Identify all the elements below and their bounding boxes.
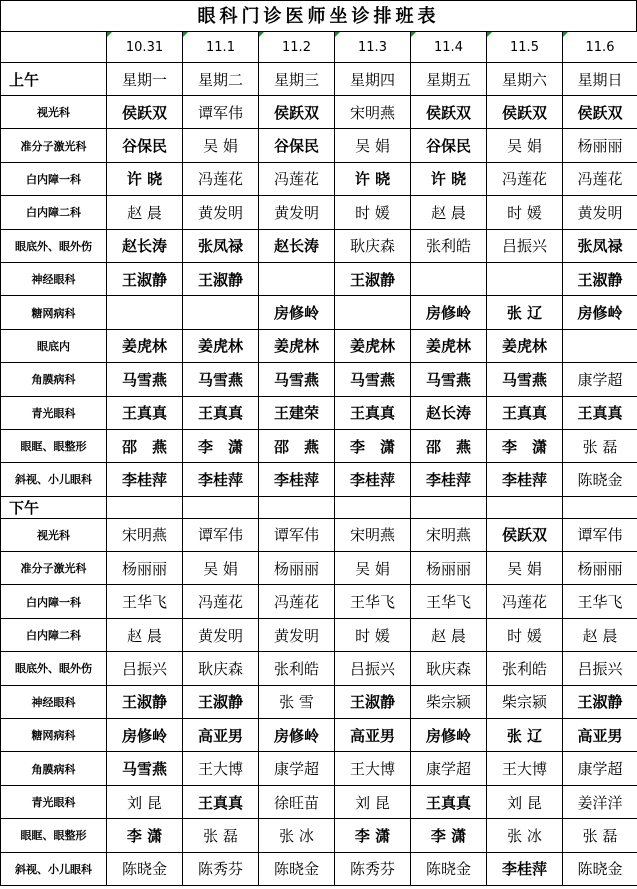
doctor-cell: 高亚男 [183,719,259,752]
doctor-cell: 谭军伟 [563,518,637,551]
doctor-cell: 王大博 [487,752,563,785]
doctor-cell: 刘 昆 [487,785,563,818]
doctor-cell: 王淑静 [335,262,411,295]
doctor-cell: 宋明燕 [335,96,411,129]
weekday-cell [487,496,563,518]
doctor-cell: 王大博 [183,752,259,785]
doctor-cell: 张 冰 [487,819,563,852]
doctor-cell: 吴 娟 [183,552,259,585]
doctor-cell: 姜洋洋 [563,785,637,818]
doctor-cell: 王华飞 [411,585,487,618]
dept-label: 准分子激光科 [1,552,107,585]
date-cell: 11.3 [335,32,411,63]
doctor-cell: 李桂萍 [183,463,259,496]
doctor-cell: 杨丽丽 [411,552,487,585]
doctor-cell [411,262,487,295]
doctor-cell: 高亚男 [563,719,637,752]
doctor-cell: 冯莲花 [563,162,637,195]
doctor-cell: 王淑静 [107,685,183,718]
doctor-cell: 吕振兴 [107,652,183,685]
doctor-cell: 姜虎林 [335,329,411,362]
doctor-cell: 马雪燕 [107,752,183,785]
doctor-cell: 耿庆森 [411,652,487,685]
doctor-cell: 姜虎林 [183,329,259,362]
dept-label: 白内障一科 [1,162,107,195]
table-row [1,229,637,262]
doctor-cell: 王淑静 [183,262,259,295]
doctor-cell: 姜虎林 [411,329,487,362]
dept-label: 神经眼科 [1,262,107,295]
table-row [1,162,637,195]
weekday-cell [411,496,487,518]
doctor-cell: 李桂萍 [335,463,411,496]
doctor-cell: 房修岭 [411,719,487,752]
doctor-cell: 陈晓金 [259,852,335,885]
doctor-cell [563,329,637,362]
table-row [1,429,637,462]
page-title: 眼科门诊医师坐诊排班表 [0,0,637,32]
doctor-cell: 谷保民 [259,129,335,162]
dept-label: 准分子激光科 [1,129,107,162]
doctor-cell: 姜虎林 [259,329,335,362]
doctor-cell: 刘 昆 [335,785,411,818]
date-cell: 11.1 [183,32,259,63]
weekday-cell [563,496,637,518]
doctor-cell: 吴 娟 [487,552,563,585]
doctor-cell: 赵 晨 [107,618,183,651]
table-row [1,296,637,329]
dept-label: 眼眶、眼整形 [1,819,107,852]
doctor-cell: 徐旺苗 [259,785,335,818]
table-row [1,196,637,229]
doctor-cell: 陈秀芬 [335,852,411,885]
weekday-cell: 星期六 [487,63,563,96]
weekday-cell [183,496,259,518]
doctor-cell: 姜虎林 [487,329,563,362]
dept-label: 视光科 [1,96,107,129]
doctor-cell: 宋明燕 [107,518,183,551]
doctor-cell: 耿庆森 [335,229,411,262]
doctor-cell: 房修岭 [259,296,335,329]
doctor-cell: 李桂萍 [411,463,487,496]
doctor-cell: 杨丽丽 [107,552,183,585]
table-row [1,585,637,618]
doctor-cell: 黄发明 [259,618,335,651]
doctor-cell: 康学超 [563,752,637,785]
doctor-cell: 时 媛 [487,618,563,651]
doctor-cell: 房修岭 [107,719,183,752]
weekday-cell: 星期五 [411,63,487,96]
doctor-cell: 杨丽丽 [563,552,637,585]
dept-label: 角膜病科 [1,363,107,396]
doctor-cell: 侯跃双 [411,96,487,129]
dept-label: 神经眼科 [1,685,107,718]
doctor-cell: 张利皓 [259,652,335,685]
doctor-cell: 马雪燕 [335,363,411,396]
doctor-cell: 张 磊 [563,429,637,462]
doctor-cell: 柴宗颍 [411,685,487,718]
doctor-cell: 时 媛 [335,618,411,651]
doctor-cell: 李 潇 [411,819,487,852]
date-cell: 11.6 [563,32,637,63]
section-row [1,496,637,518]
doctor-cell: 李 潇 [335,429,411,462]
dept-label: 斜视、小儿眼科 [1,463,107,496]
doctor-cell: 邵 燕 [259,429,335,462]
dept-label: 青光眼科 [1,396,107,429]
date-cell: 10.31 [107,32,183,63]
dept-label: 角膜病科 [1,752,107,785]
doctor-cell: 时 媛 [487,196,563,229]
doctor-cell [107,296,183,329]
doctor-cell: 吴 娟 [487,129,563,162]
dept-label: 青光眼科 [1,785,107,818]
doctor-cell: 赵长涛 [107,229,183,262]
doctor-cell: 陈晓金 [411,852,487,885]
doctor-cell: 谷保民 [411,129,487,162]
doctor-cell: 谭军伟 [183,96,259,129]
doctor-cell: 吴 娟 [183,129,259,162]
doctor-cell: 侯跃双 [563,96,637,129]
doctor-cell: 康学超 [563,363,637,396]
dept-label: 白内障一科 [1,585,107,618]
doctor-cell: 吕振兴 [487,229,563,262]
doctor-cell: 李桂萍 [487,852,563,885]
doctor-cell: 王华飞 [107,585,183,618]
doctor-cell: 许 晓 [335,162,411,195]
dept-label: 白内障二科 [1,196,107,229]
table-row [1,129,637,162]
doctor-cell: 王淑静 [107,262,183,295]
doctor-cell: 王真真 [487,396,563,429]
doctor-cell: 杨丽丽 [259,552,335,585]
doctor-cell: 黄发明 [183,618,259,651]
dept-label: 眼底外、眼外伤 [1,229,107,262]
doctor-cell: 王淑静 [563,685,637,718]
doctor-cell: 王大博 [335,752,411,785]
doctor-cell: 陈晓金 [563,852,637,885]
doctor-cell: 谷保民 [107,129,183,162]
doctor-cell: 赵 晨 [563,618,637,651]
doctor-cell: 黄发明 [259,196,335,229]
weekday-cell [107,496,183,518]
dept-label: 糖网病科 [1,296,107,329]
table-row [1,329,637,362]
doctor-cell: 冯莲花 [487,585,563,618]
doctor-cell: 谭军伟 [259,518,335,551]
doctor-cell: 高亚男 [335,719,411,752]
table-row [1,618,637,651]
doctor-cell: 赵长涛 [411,396,487,429]
doctor-cell: 康学超 [259,752,335,785]
doctor-cell: 李桂萍 [107,463,183,496]
doctor-cell: 李桂萍 [487,463,563,496]
dept-label: 斜视、小儿眼科 [1,852,107,885]
dept-label: 眼眶、眼整形 [1,429,107,462]
doctor-cell: 马雪燕 [107,363,183,396]
doctor-cell: 柴宗颍 [487,685,563,718]
doctor-cell: 侯跃双 [107,96,183,129]
doctor-cell: 王淑静 [335,685,411,718]
doctor-cell: 赵长涛 [259,229,335,262]
doctor-cell: 李 潇 [183,429,259,462]
doctor-cell: 房修岭 [563,296,637,329]
doctor-cell: 王华飞 [563,585,637,618]
table-row [1,852,637,885]
doctor-cell: 张 磊 [183,819,259,852]
table-row [1,752,637,785]
dept-label: 视光科 [1,518,107,551]
doctor-cell: 马雪燕 [259,363,335,396]
dept-label: 糖网病科 [1,719,107,752]
doctor-cell: 陈秀芬 [183,852,259,885]
doctor-cell: 吕振兴 [563,652,637,685]
table-row [1,819,637,852]
weekday-cell: 星期日 [563,63,637,96]
table-row [1,463,637,496]
doctor-cell: 李桂萍 [259,463,335,496]
doctor-cell: 侯跃双 [487,96,563,129]
doctor-cell: 黄发明 [563,196,637,229]
doctor-cell: 谭军伟 [183,518,259,551]
doctor-cell: 张 冰 [259,819,335,852]
table-row [1,652,637,685]
doctor-cell: 时 媛 [335,196,411,229]
doctor-cell: 赵 晨 [107,196,183,229]
doctor-cell: 王淑静 [183,685,259,718]
doctor-cell: 王真真 [411,785,487,818]
doctor-cell: 李 潇 [335,819,411,852]
doctor-cell: 张 雪 [259,685,335,718]
doctor-cell: 赵 晨 [411,618,487,651]
doctor-cell: 许 晓 [107,162,183,195]
doctor-cell: 王建荣 [259,396,335,429]
doctor-cell: 冯莲花 [259,162,335,195]
doctor-cell: 王真真 [563,396,637,429]
doctor-cell: 张利皓 [487,652,563,685]
doctor-cell: 冯莲花 [183,585,259,618]
table-row [1,685,637,718]
section-label: 下午 [1,496,107,518]
date-cell: 11.5 [487,32,563,63]
doctor-cell [259,262,335,295]
table-row [1,96,637,129]
doctor-cell: 陈晓金 [563,463,637,496]
doctor-cell: 房修岭 [411,296,487,329]
doctor-cell: 马雪燕 [183,363,259,396]
table-row [1,363,637,396]
doctor-cell: 王真真 [335,396,411,429]
date-cell: 11.4 [411,32,487,63]
doctor-cell: 王华飞 [335,585,411,618]
doctor-cell: 黄发明 [183,196,259,229]
doctor-cell: 王真真 [183,785,259,818]
weekday-cell [335,496,411,518]
table-row [1,552,637,585]
doctor-cell: 许 晓 [411,162,487,195]
doctor-cell: 姜虎林 [107,329,183,362]
doctor-cell: 张凤禄 [563,229,637,262]
schedule-table [0,31,637,886]
doctor-cell: 冯莲花 [183,162,259,195]
date-cell: 11.2 [259,32,335,63]
weekday-cell: 星期二 [183,63,259,96]
table-row [1,785,637,818]
weekday-cell: 星期三 [259,63,335,96]
doctor-cell: 张 辽 [487,296,563,329]
table-row [1,719,637,752]
doctor-cell: 邵 燕 [411,429,487,462]
doctor-cell: 陈晓金 [107,852,183,885]
doctor-cell: 耿庆森 [183,652,259,685]
doctor-cell: 房修岭 [259,719,335,752]
weekday-cell [259,496,335,518]
doctor-cell: 张 磊 [563,819,637,852]
doctor-cell: 王真真 [183,396,259,429]
doctor-cell: 冯莲花 [259,585,335,618]
weekday-cell: 星期四 [335,63,411,96]
doctor-cell: 宋明燕 [335,518,411,551]
dept-label: 白内障二科 [1,618,107,651]
table-row [1,262,637,295]
doctor-cell: 李 潇 [487,429,563,462]
doctor-cell: 杨丽丽 [563,129,637,162]
doctor-cell: 邵 燕 [107,429,183,462]
section-row [1,63,637,96]
doctor-cell: 李 潇 [107,819,183,852]
weekday-cell: 星期一 [107,63,183,96]
doctor-cell: 宋明燕 [411,518,487,551]
doctor-cell: 吕振兴 [335,652,411,685]
date-row [1,32,637,63]
doctor-cell: 马雪燕 [411,363,487,396]
doctor-cell: 王真真 [107,396,183,429]
doctor-cell [335,296,411,329]
doctor-cell: 张凤禄 [183,229,259,262]
doctor-cell [487,262,563,295]
doctor-cell: 冯莲花 [487,162,563,195]
doctor-cell: 赵 晨 [411,196,487,229]
doctor-cell: 张 辽 [487,719,563,752]
doctor-cell: 吴 娟 [335,552,411,585]
doctor-cell: 马雪燕 [487,363,563,396]
doctor-cell: 张利皓 [411,229,487,262]
doctor-cell: 侯跃双 [259,96,335,129]
corner-cell [1,32,107,63]
table-row [1,396,637,429]
doctor-cell [183,296,259,329]
dept-label: 眼底外、眼外伤 [1,652,107,685]
section-label: 上午 [1,63,107,96]
doctor-cell: 吴 娟 [335,129,411,162]
doctor-cell: 王淑静 [563,262,637,295]
table-row [1,518,637,551]
doctor-cell: 刘 昆 [107,785,183,818]
doctor-cell: 康学超 [411,752,487,785]
dept-label: 眼底内 [1,329,107,362]
doctor-cell: 侯跃双 [487,518,563,551]
